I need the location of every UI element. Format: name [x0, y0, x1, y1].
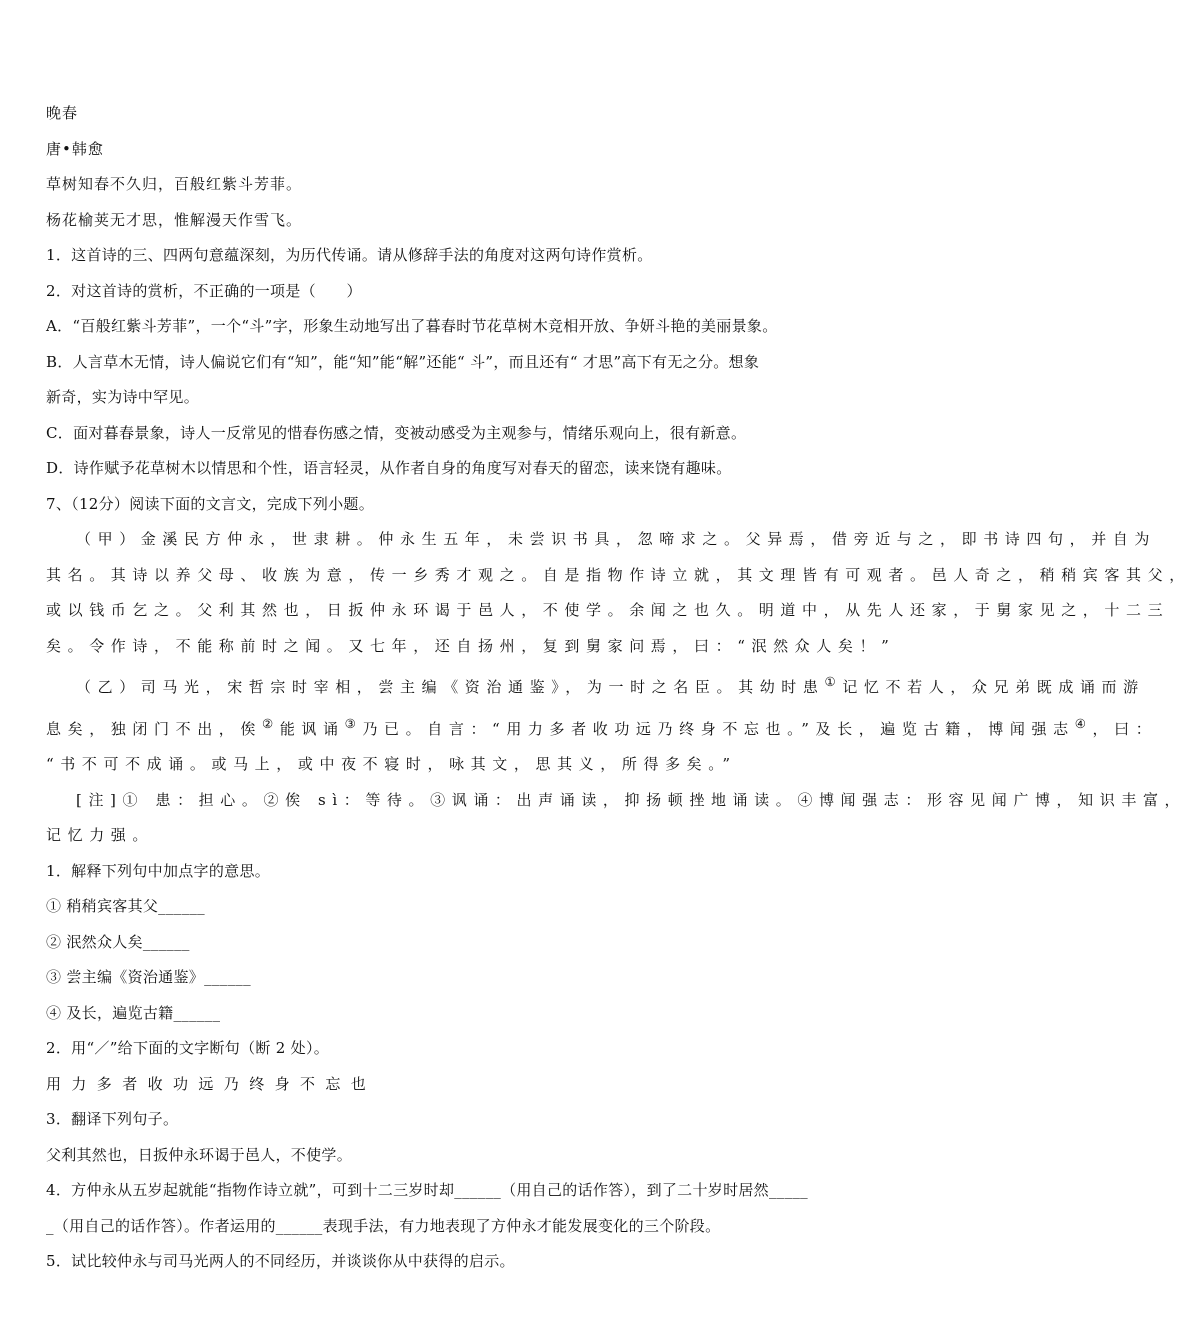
- passage-yi-line-1: （乙）司马光，宋哲宗时宰相，尝主编《资治通鉴》，为一时之名臣。其幼时患①记忆不若人，众兄弟既成诵而游: [76, 674, 1145, 696]
- option-d: D．诗作赋予花草树木以情思和个性，语言轻灵，从作者自身的角度写对春天的留恋，读来饶有趣味。: [46, 459, 732, 477]
- passage-yi-line-2: 息矣，独闭门不出，俟②能讽诵③乃已。自言：“用力多者收功远乃终身不忘也。”及长，遍览古籍，博闻强志④，曰：: [46, 715, 1158, 738]
- poem-line-2: 杨花榆荚无才思，惟解漫天作雪飞。: [46, 210, 303, 229]
- poem-line-1: 草树知春不久归，百般红紫斗芳菲。: [46, 175, 303, 193]
- passage-jia-line-4: 矣。令作诗，不能称前时之闻。又七年，还自扬州，复到舅家问焉，曰：“泯然众人矣！”: [46, 636, 896, 655]
- option-c: C．面对暮春景象，诗人一反常见的惜春伤感之情，变被动感受为主观参与，情绪乐观向上，很有新意。: [46, 423, 747, 442]
- question-7-header: 7、（12分）阅读下面的文言文，完成下列小题。: [46, 494, 375, 513]
- passage-jia-line-3: 或以钱币乞之。父利其然也，日扳仲永环谒于邑人，不使学。余闻之也久。明道中，从先人还家，于舅家见之，十二三: [46, 601, 1170, 619]
- passage-jia-line-2: 其名。其诗以养父母、收族为意，传一乡秀才观之。自是指物作诗立就，其文理皆有可观者。邑人奇之，稍稍宾客其父，: [46, 565, 1191, 584]
- sub-question-5: 5．试比较仲永与司马光两人的不同经历，并谈谈你从中获得的启示。: [46, 1252, 515, 1270]
- footnote-marker-4: ④: [1074, 715, 1093, 731]
- sub-question-2-text: 用力多者收功远乃终身不忘也: [46, 1074, 377, 1093]
- notes-line-1: [注]① 患：担心。②俟 sì：等待。③讽诵：出声诵读，抑扬顿挫地诵读。④博闻强志：形容见闻广博，知识丰富，: [76, 790, 1187, 809]
- poem-question-2: 2．对这首诗的赏析，不正确的一项是（ ）: [46, 281, 362, 300]
- sub-question-1-item-4: ④ 及长，遍览古籍______: [46, 1003, 221, 1022]
- sub-question-1-item-2: ② 泯然众人矣______: [46, 932, 190, 951]
- footnote-marker-3: ③: [344, 715, 363, 731]
- footnote-marker-2: ②: [262, 715, 280, 731]
- passage-yi-line-3: “书不可不成诵。或马上，或中夜不寝时，咏其文，思其义，所得多矣。”: [46, 755, 737, 773]
- notes-line-2: 记忆力强。: [46, 826, 155, 844]
- sub-question-1-item-3: ③ 尝主编《资治通鉴》______: [46, 968, 251, 986]
- option-b-line-2: 新奇，实为诗中罕见。: [46, 388, 200, 406]
- sub-question-1: 1．解释下列句中加点字的意思。: [46, 861, 271, 880]
- poem-title: 晚春: [46, 104, 79, 122]
- sub-question-3-text: 父利其然也，日扳仲永环谒于邑人，不使学。: [46, 1145, 353, 1164]
- poem-author: 唐•韩愈: [46, 139, 104, 158]
- passage-jia-line-1: （甲）金溪民方仲永，世隶耕。仲永生五年，未尝识书具，忽啼求之。父异焉，借旁近与之，即书诗四句，并自为: [76, 530, 1157, 548]
- sub-question-1-item-1: ① 稍稍宾客其父______: [46, 897, 205, 915]
- sub-question-2: 2．用“／”给下面的文字断句（断 2 处）。: [46, 1039, 330, 1057]
- sub-question-4-line-2: _（用自己的话作答）。作者运用的______表现手法，有力地表现了方仲永才能发展变化的三个阶段。: [46, 1216, 721, 1235]
- poem-question-1: 1．这首诗的三、四两句意蕴深刻，为历代传诵。请从修辞手法的角度对这两句诗作赏析。: [46, 246, 653, 264]
- option-a: A．“百般红紫斗芳菲”，一个“斗”字，形象生动地写出了暮春时节花草树木竞相开放、争妍斗艳的美丽景象。: [46, 317, 778, 335]
- sub-question-3: 3．翻译下列句子。: [46, 1110, 179, 1128]
- option-b-line-1: B．人言草木无情，诗人偏说它们有“知”，能“知”能“解”还能“ 斗”，而且还有“ 才思”高下有无之分。想象: [46, 352, 760, 371]
- footnote-marker-1: ①: [824, 674, 843, 689]
- sub-question-4-line-1: 4．方仲永从五岁起就能“指物作诗立就”，可到十二三岁时却______（用自己的话作答），到了二十岁时居然_____: [46, 1181, 808, 1199]
